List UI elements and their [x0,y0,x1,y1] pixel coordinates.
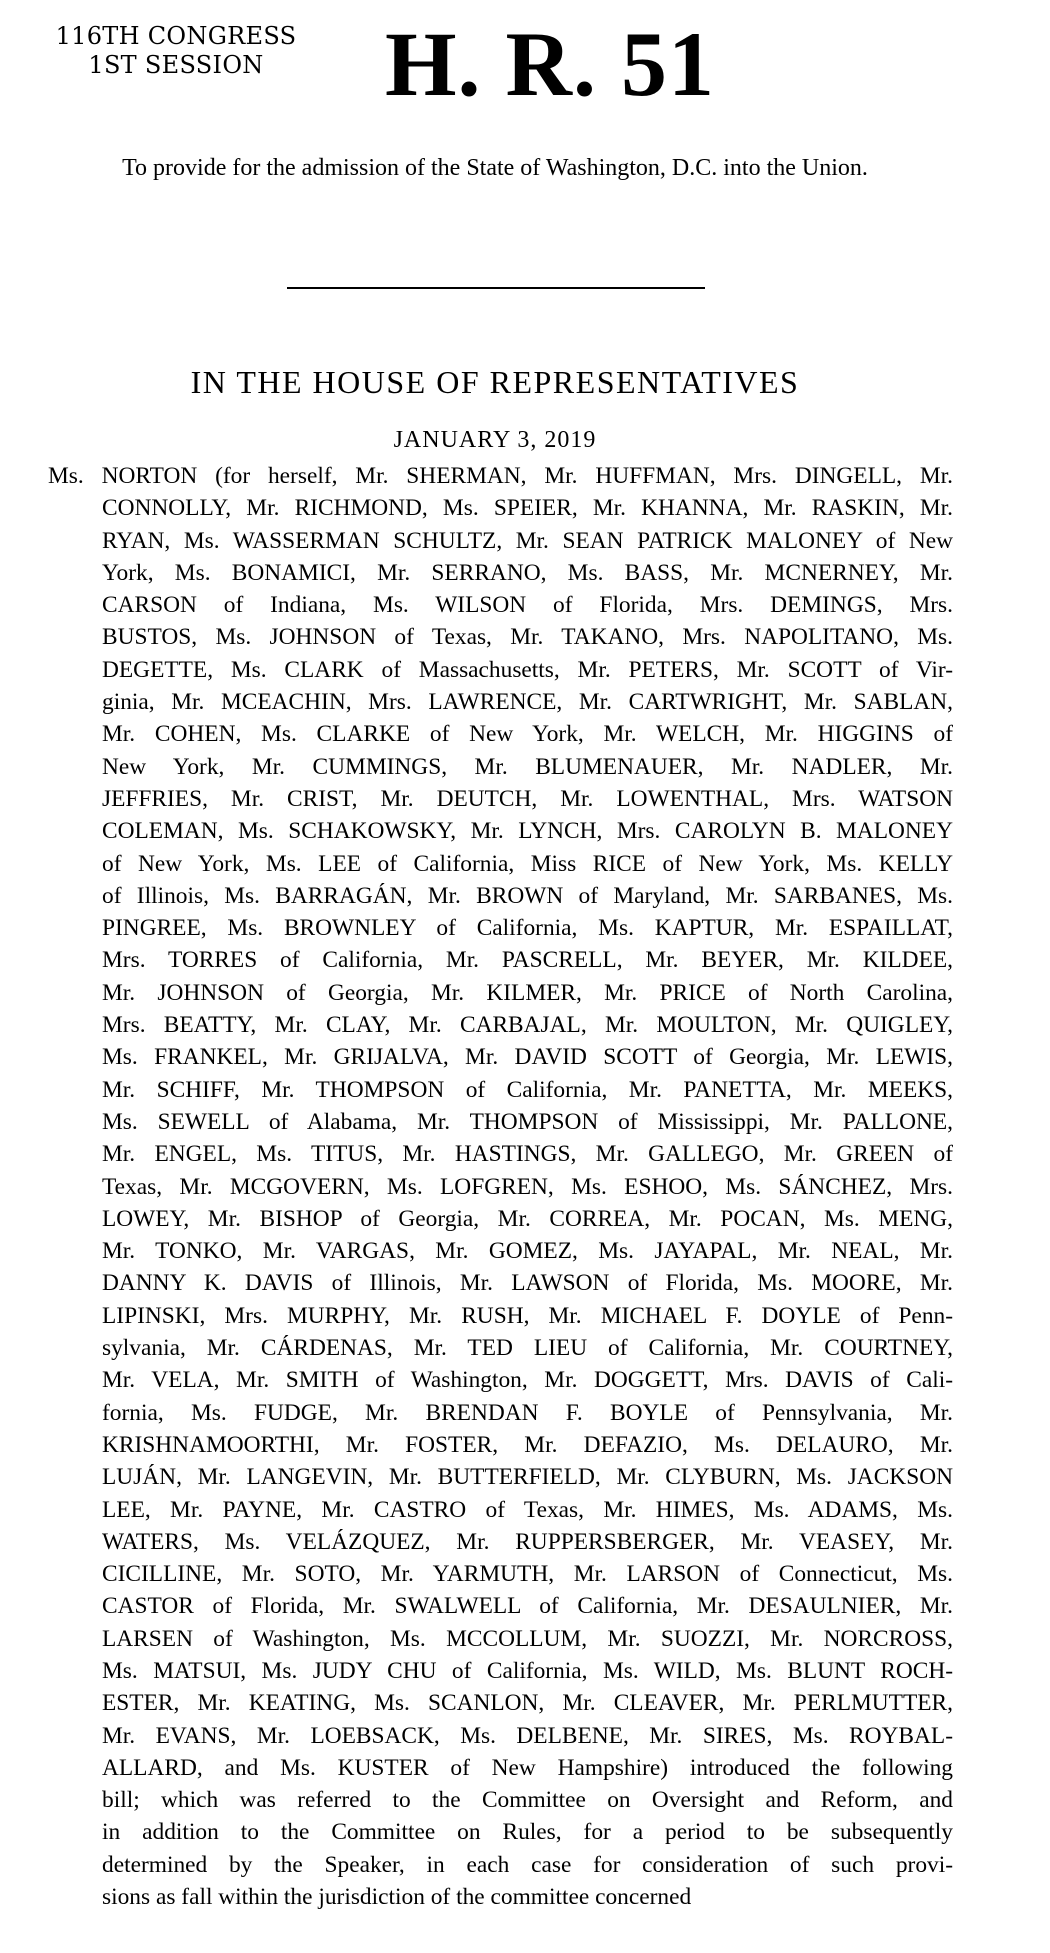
sponsors-line: CONNOLLY, Mr. RICHMOND, Ms. SPEIER, Mr. KHANNA, Mr. RASKIN, Mr. [102,495,953,522]
introduction-date: JANUARY 3, 2019 [393,427,597,453]
sponsors-line: determined by the Speaker, in each case for consideration of such provi- [102,1851,953,1878]
sponsors-line: New York, Mr. CUMMINGS, Mr. BLUMENAUER, Mr. NADLER, Mr. [102,753,953,780]
sponsors-line: sions as fall within the jurisdiction of the committee concerned [102,1884,692,1911]
sponsors-line: COLEMAN, Ms. SCHAKOWSKY, Mr. LYNCH, Mrs. CAROLYN B. MALONEY [102,818,953,845]
sponsors-line: Mr. TONKO, Mr. VARGAS, Mr. GOMEZ, Ms. JAYAPAL, Mr. NEAL, Mr. [102,1238,953,1265]
sponsors-line: BUSTOS, Ms. JOHNSON of Texas, Mr. TAKANO, Mrs. NAPOLITANO, Ms. [102,624,953,651]
sponsors-line: Ms. FRANKEL, Mr. GRIJALVA, Mr. DAVID SCOTT of Georgia, Mr. LEWIS, [102,1044,953,1071]
sponsors-line: Ms. NORTON (for herself, Mr. SHERMAN, Mr. HUFFMAN, Mrs. DINGELL, Mr. [48,463,953,489]
sponsors-line: LIPINSKI, Mrs. MURPHY, Mr. RUSH, Mr. MICHAEL F. DOYLE of Penn- [102,1302,953,1329]
session-label: 1ST SESSION [88,51,264,79]
sponsors-line: Ms. SEWELL of Alabama, Mr. THOMPSON of Mississippi, Mr. PALLONE, [102,1108,953,1135]
sponsors-line: York, Ms. BONAMICI, Mr. SERRANO, Ms. BASS, Mr. MCNERNEY, Mr. [102,559,953,586]
sponsors-line: Mr. SCHIFF, Mr. THOMPSON of California, Mr. PANETTA, Mr. MEEKS, [102,1076,953,1103]
sponsors-line: Mr. JOHNSON of Georgia, Mr. KILMER, Mr. PRICE of North Carolina, [102,979,953,1006]
sponsors-line: ginia, Mr. MCEACHIN, Mrs. LAWRENCE, Mr. CARTWRIGHT, Mr. SABLAN, [102,689,953,716]
sponsors-line: Mrs. TORRES of California, Mr. PASCRELL, Mr. BEYER, Mr. KILDEE, [102,947,953,974]
sponsors-line: fornia, Ms. FUDGE, Mr. BRENDAN F. BOYLE of Pennsylvania, Mr. [102,1399,953,1426]
bill-number: H. R. 51 [385,13,715,115]
sponsors-line: LEE, Mr. PAYNE, Mr. CASTRO of Texas, Mr. HIMES, Ms. ADAMS, Ms. [102,1496,953,1523]
congress-session-block [46,22,306,80]
sponsors-line: ESTER, Mr. KEATING, Ms. SCANLON, Mr. CLEAVER, Mr. PERLMUTTER, [102,1690,953,1717]
bill-title: To provide for the admission of the State of Washington, D.C. into the Union. [122,155,868,181]
sponsors-line: Mr. VELA, Mr. SMITH of Washington, Mr. DOGGETT, Mrs. DAVIS of Cali- [102,1367,953,1394]
sponsors-line: of Illinois, Ms. BARRAGÁN, Mr. BROWN of Maryland, Mr. SARBANES, Ms. [102,882,953,909]
sponsors-line: WATERS, Ms. VELÁZQUEZ, Mr. RUPPERSBERGER, Mr. VEASEY, Mr. [102,1528,953,1555]
sponsors-line: PINGREE, Ms. BROWNLEY of California, Ms. KAPTUR, Mr. ESPAILLAT, [102,915,953,942]
sponsors-line: Mrs. BEATTY, Mr. CLAY, Mr. CARBAJAL, Mr. MOULTON, Mr. QUIGLEY, [102,1012,953,1039]
sponsors-line: Mr. EVANS, Mr. LOEBSACK, Ms. DELBENE, Mr. SIRES, Ms. ROYBAL- [102,1722,953,1749]
sponsors-line: LARSEN of Washington, Ms. MCCOLLUM, Mr. SUOZZI, Mr. NORCROSS, [102,1625,953,1652]
sponsors-line: JEFFRIES, Mr. CRIST, Mr. DEUTCH, Mr. LOWENTHAL, Mrs. WATSON [102,785,953,812]
sponsors-line: sylvania, Mr. CÁRDENAS, Mr. TED LIEU of California, Mr. COURTNEY, [102,1335,953,1362]
sponsors-paragraph [48,460,953,1913]
chamber-heading: IN THE HOUSE OF REPRESENTATIVES [190,364,800,400]
congress-label: 116TH CONGRESS [55,22,297,50]
sponsors-line: LUJÁN, Mr. LANGEVIN, Mr. BUTTERFIELD, Mr. CLYBURN, Ms. JACKSON [102,1464,953,1491]
sponsors-line: of New York, Ms. LEE of California, Miss RICE of New York, Ms. KELLY [102,850,953,877]
sponsors-line: Mr. ENGEL, Ms. TITUS, Mr. HASTINGS, Mr. GALLEGO, Mr. GREEN of [102,1141,953,1168]
sponsors-line: ALLARD, and Ms. KUSTER of New Hampshire) introduced the following [102,1754,953,1781]
sponsors-line: in addition to the Committee on Rules, for a period to be subsequently [102,1819,953,1846]
sponsors-line: Texas, Mr. MCGOVERN, Ms. LOFGREN, Ms. ESHOO, Ms. SÁNCHEZ, Mrs. [102,1173,953,1200]
sponsors-line: CICILLINE, Mr. SOTO, Mr. YARMUTH, Mr. LARSON of Connecticut, Ms. [102,1561,953,1588]
title-divider [287,287,705,289]
sponsors-line: bill; which was referred to the Committee on Oversight and Reform, and [102,1787,953,1814]
sponsors-line: Mr. COHEN, Ms. CLARKE of New York, Mr. WELCH, Mr. HIGGINS of [102,721,953,748]
sponsors-line: LOWEY, Mr. BISHOP of Georgia, Mr. CORREA, Mr. POCAN, Ms. MENG, [102,1205,953,1232]
sponsors-line: CARSON of Indiana, Ms. WILSON of Florida, Mrs. DEMINGS, Mrs. [102,592,953,619]
sponsors-line: Ms. MATSUI, Ms. JUDY CHU of California, Ms. WILD, Ms. BLUNT ROCH- [102,1657,953,1684]
sponsors-line: DEGETTE, Ms. CLARK of Massachusetts, Mr. PETERS, Mr. SCOTT of Vir- [102,656,953,683]
sponsors-line: CASTOR of Florida, Mr. SWALWELL of California, Mr. DESAULNIER, Mr. [102,1593,953,1620]
sponsors-line: KRISHNAMOORTHI, Mr. FOSTER, Mr. DEFAZIO, Ms. DELAURO, Mr. [102,1431,953,1458]
sponsors-line: RYAN, Ms. WASSERMAN SCHULTZ, Mr. SEAN PATRICK MALONEY of New [102,527,953,554]
sponsors-line: DANNY K. DAVIS of Illinois, Mr. LAWSON of Florida, Ms. MOORE, Mr. [102,1270,953,1297]
